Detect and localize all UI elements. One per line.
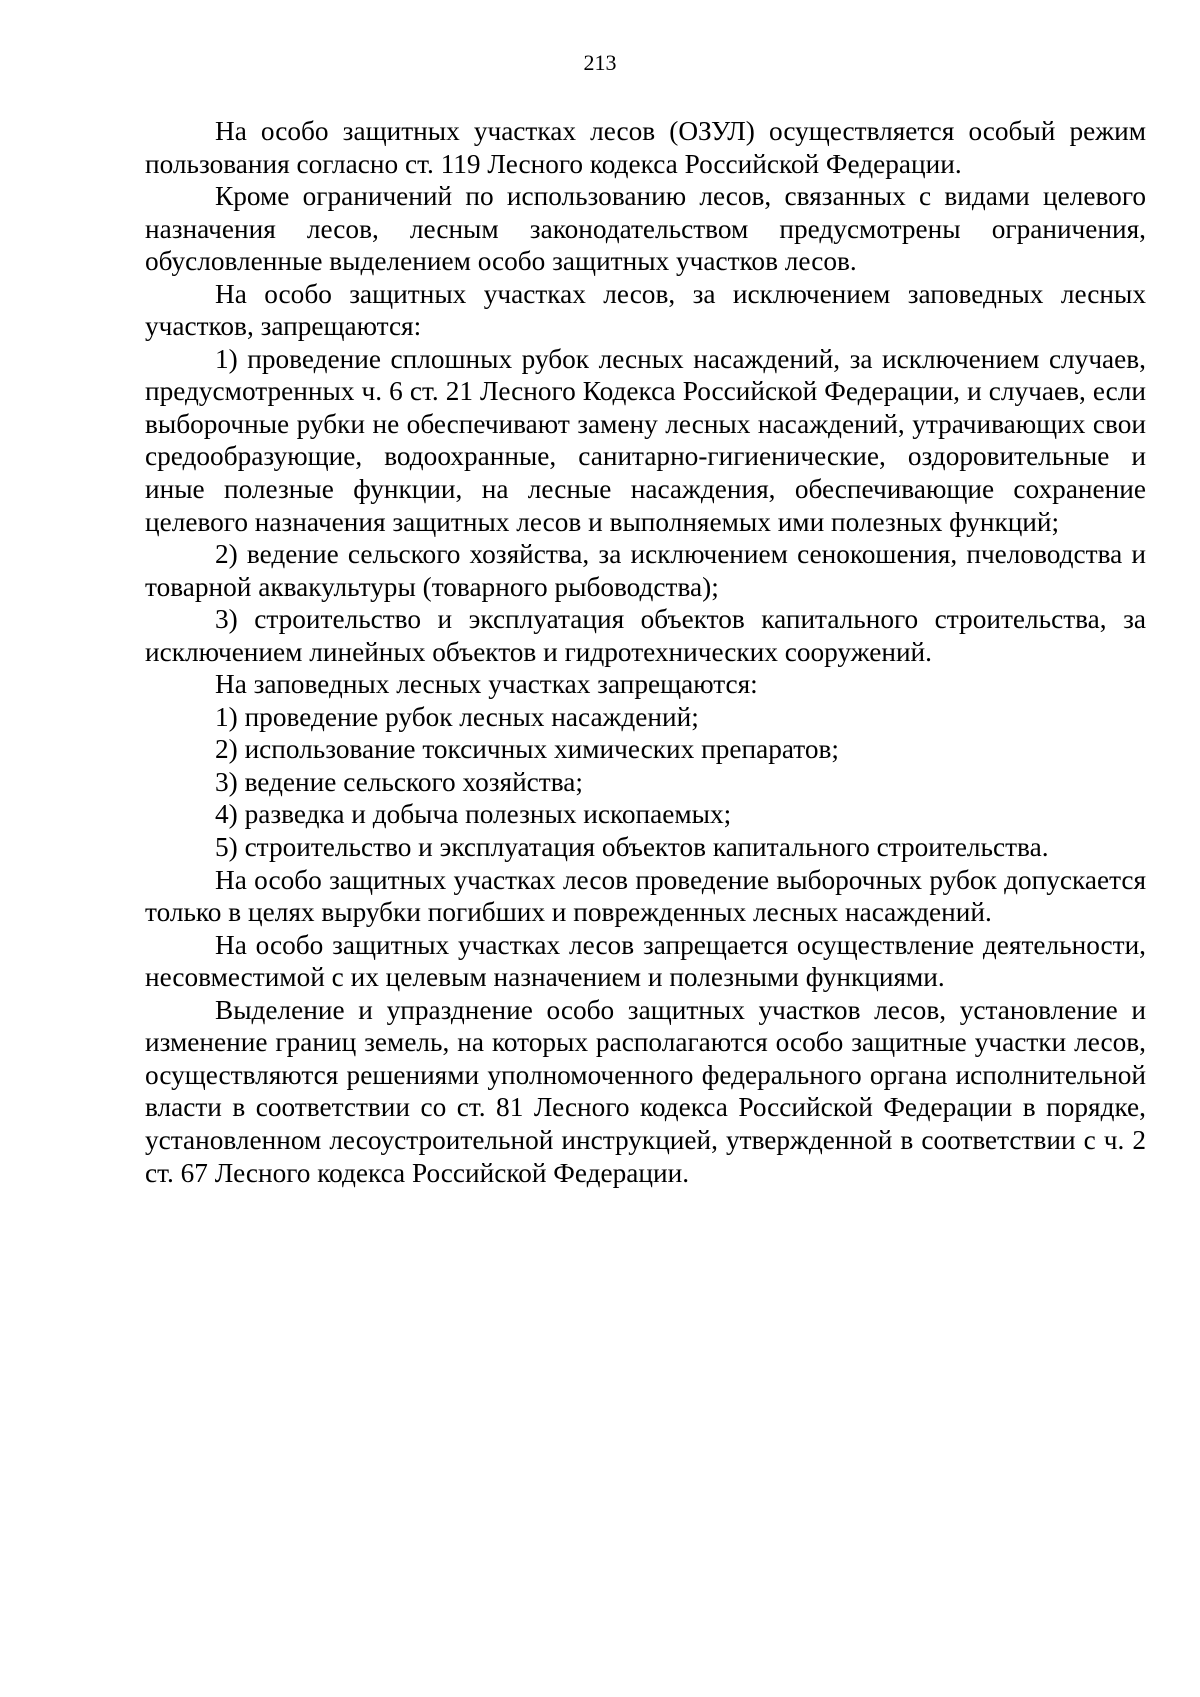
- paragraph-designation: Выделение и упразднение особо защитных участков лесов, установление и изменение границ земель, на которых располагаются особо защитные участки лесов, осуществляются решениями уполномоченного федерального органа исполнительной власти в соответствии со ст. 81 Лесного кодекса Российской Федерации в порядке, установленном лесоустроительной инструкцией, утвержденной в соответствии с ч. 2 ст. 67 Лесного кодекса Российской Федерации.: [145, 994, 1146, 1188]
- page-number: 213: [583, 50, 617, 75]
- document-body: [145, 115, 1146, 1189]
- paragraph-restrictions: Кроме ограничений по использованию лесов, связанных с видами целевого назначения лесов, лесным законодательством предусмотрены ограничения, обусловленные выделением особо защитных участков лесов.: [145, 181, 1146, 277]
- list-item-clear-cutting: 1) проведение сплошных рубок лесных насаждений, за исключением случаев, предусмотренных ч. 6 ст. 21 Лесного Кодекса Российской Федерации, и случаев, если выборочные рубки не обеспечивают замену лесных насаждений, утрачивающих свои средообразующие, водоохранные, санитарно-гигиенические, оздоровительные и иные полезные функции, на лесные насаждения, обеспечивающие сохранение целевого назначения защитных лесов и выполняемых ими полезных функций;: [145, 343, 1146, 537]
- list-item-reserved-agriculture: 3) ведение сельского хозяйства;: [215, 766, 583, 797]
- paragraph-ozul-regime: На особо защитных участках лесов (ОЗУЛ) осуществляется особый режим пользования согласно ст. 119 Лесного кодекса Российской Федерации.: [145, 116, 1146, 179]
- paragraph-prohibited-intro: На особо защитных участках лесов, за исключением заповедных лесных участков, запрещаются:: [145, 278, 1146, 342]
- list-item-reserved-chemicals: 2) использование токсичных химических препаратов;: [215, 734, 839, 765]
- paragraph-incompatible-activity: На особо защитных участках лесов запрещается осуществление деятельности, несовместимой с их целевым назначением и полезными функциями.: [145, 929, 1146, 993]
- list-item-agriculture: 2) ведение сельского хозяйства, за исключением сенокошения, пчеловодства и товарной аквакультуры (товарного рыбоводства);: [145, 539, 1146, 602]
- list-item-reserved-cutting: 1) проведение рубок лесных насаждений;: [215, 701, 699, 732]
- list-item-reserved-construction: 5) строительство и эксплуатация объектов капитального строительства.: [215, 832, 1049, 863]
- paragraph-reserved-intro: На заповедных лесных участках запрещаются:: [215, 669, 758, 700]
- list-item-construction: 3) строительство и эксплуатация объектов капитального строительства, за исключением линейных объектов и гидротехнических сооружений.: [145, 604, 1146, 667]
- paragraph-selective-cutting: На особо защитных участках лесов проведение выборочных рубок допускается только в целях вырубки погибших и поврежденных лесных насаждений.: [145, 864, 1146, 928]
- list-item-reserved-mining: 4) разведка и добыча полезных ископаемых;: [215, 799, 732, 830]
